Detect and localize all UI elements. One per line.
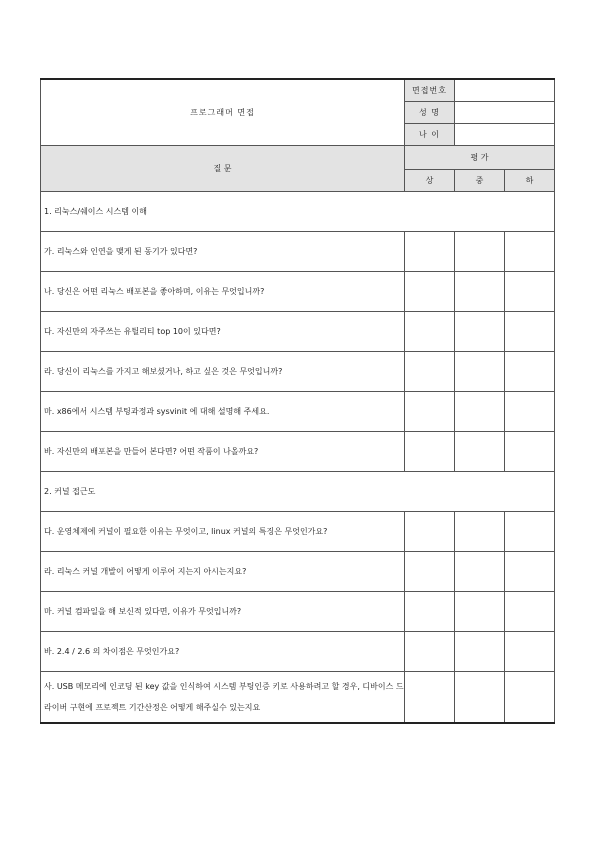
question-row: [41, 391, 555, 431]
grade-cell-low[interactable]: [505, 311, 555, 351]
question-row: [41, 551, 555, 591]
info-value-age[interactable]: [455, 123, 555, 145]
grade-cell-high[interactable]: [405, 431, 455, 471]
header-row-1: [41, 145, 555, 169]
grade-cell-mid[interactable]: [455, 311, 505, 351]
question-row: [41, 271, 555, 311]
section-row: [41, 191, 555, 231]
grade-cell-low[interactable]: [505, 551, 555, 591]
info-value-interview-number[interactable]: [455, 79, 555, 101]
grade-cell-high[interactable]: [405, 231, 455, 271]
grade-cell-low[interactable]: [505, 591, 555, 631]
grade-cell-high[interactable]: [405, 351, 455, 391]
sheet-body: [41, 79, 555, 723]
grade-cell-mid[interactable]: [455, 671, 505, 723]
question-row: [41, 631, 555, 671]
title-row: [41, 79, 555, 101]
grade-cell-mid[interactable]: [455, 511, 505, 551]
grade-cell-low[interactable]: [505, 631, 555, 671]
question-row: [41, 311, 555, 351]
grade-cell-high[interactable]: [405, 591, 455, 631]
document-title: 프로그래머 면접: [41, 79, 405, 145]
grade-cell-low[interactable]: [505, 391, 555, 431]
question-text: 라. 당신이 리눅스를 가지고 해보셨거나, 하고 싶은 것은 무엇입니까?: [41, 351, 405, 391]
question-text: 나. 당신은 어떤 리눅스 배포본을 좋아하며, 이유는 무엇입니까?: [41, 271, 405, 311]
grade-header-mid: 중: [455, 169, 505, 191]
grade-cell-high[interactable]: [405, 391, 455, 431]
question-text: 마. x86에서 시스템 부팅과정과 sysvinit 에 대해 설명해 주세요.: [41, 391, 405, 431]
grade-header-high: 상: [405, 169, 455, 191]
grade-cell-low[interactable]: [505, 511, 555, 551]
evaluation-column-header: 평 가: [405, 145, 555, 169]
info-value-name[interactable]: [455, 101, 555, 123]
grade-cell-high[interactable]: [405, 511, 455, 551]
question-row: [41, 511, 555, 551]
grade-cell-mid[interactable]: [455, 631, 505, 671]
grade-cell-high[interactable]: [405, 311, 455, 351]
section-title: 1. 리눅스/쉐이스 시스템 이해: [41, 191, 555, 231]
question-row: [41, 351, 555, 391]
question-text: 바. 2.4 / 2.6 의 차이점은 무엇인가요?: [41, 631, 405, 671]
question-text: 다. 운영체제에 커널이 필요한 이유는 무엇이고, linux 커널의 특징은 무엇인가요?: [41, 511, 405, 551]
grade-cell-high[interactable]: [405, 631, 455, 671]
grade-cell-low[interactable]: [505, 671, 555, 723]
question-text: 사. USB 메모리에 인코딩 된 key 값을 인식하여 시스템 부팅인증 키로 사용하려고 할 경우, 디바이스 드라이버 구현에 프로젝트 기간산정은 어떻게 해주실수 있는지요: [41, 671, 405, 723]
grade-cell-high[interactable]: [405, 551, 455, 591]
grade-cell-mid[interactable]: [455, 351, 505, 391]
info-label-name: 성 명: [405, 101, 455, 123]
grade-cell-mid[interactable]: [455, 551, 505, 591]
info-label-interview-number: 면접번호: [405, 79, 455, 101]
section-row: [41, 471, 555, 511]
grade-cell-high[interactable]: [405, 671, 455, 723]
question-text: 마. 커널 컴파일을 해 보신적 있다면, 이유가 무엇입니까?: [41, 591, 405, 631]
question-row: [41, 591, 555, 631]
grade-cell-mid[interactable]: [455, 231, 505, 271]
question-text: 다. 자신만의 자주쓰는 유틸리티 top 10이 있다면?: [41, 311, 405, 351]
grade-cell-mid[interactable]: [455, 591, 505, 631]
grade-cell-mid[interactable]: [455, 431, 505, 471]
grade-header-low: 하: [505, 169, 555, 191]
question-text: 바. 자신만의 배포본을 만들어 본다면? 어떤 작품이 나올까요?: [41, 431, 405, 471]
grade-cell-low[interactable]: [505, 231, 555, 271]
grade-cell-low[interactable]: [505, 431, 555, 471]
grade-cell-low[interactable]: [505, 271, 555, 311]
question-text: 라. 리눅스 커널 개발이 어떻게 이루어 지는지 아시는지요?: [41, 551, 405, 591]
question-text: 가. 리눅스와 인연을 맺게 된 동기가 있다면?: [41, 231, 405, 271]
section-title: 2. 커널 접근도: [41, 471, 555, 511]
question-row: [41, 671, 555, 723]
grade-cell-low[interactable]: [505, 351, 555, 391]
interview-evaluation-sheet: [40, 78, 555, 724]
grade-cell-mid[interactable]: [455, 271, 505, 311]
grade-cell-mid[interactable]: [455, 391, 505, 431]
question-row: [41, 431, 555, 471]
grade-cell-high[interactable]: [405, 271, 455, 311]
question-column-header: 질 문: [41, 145, 405, 191]
question-row: [41, 231, 555, 271]
info-label-age: 나 이: [405, 123, 455, 145]
